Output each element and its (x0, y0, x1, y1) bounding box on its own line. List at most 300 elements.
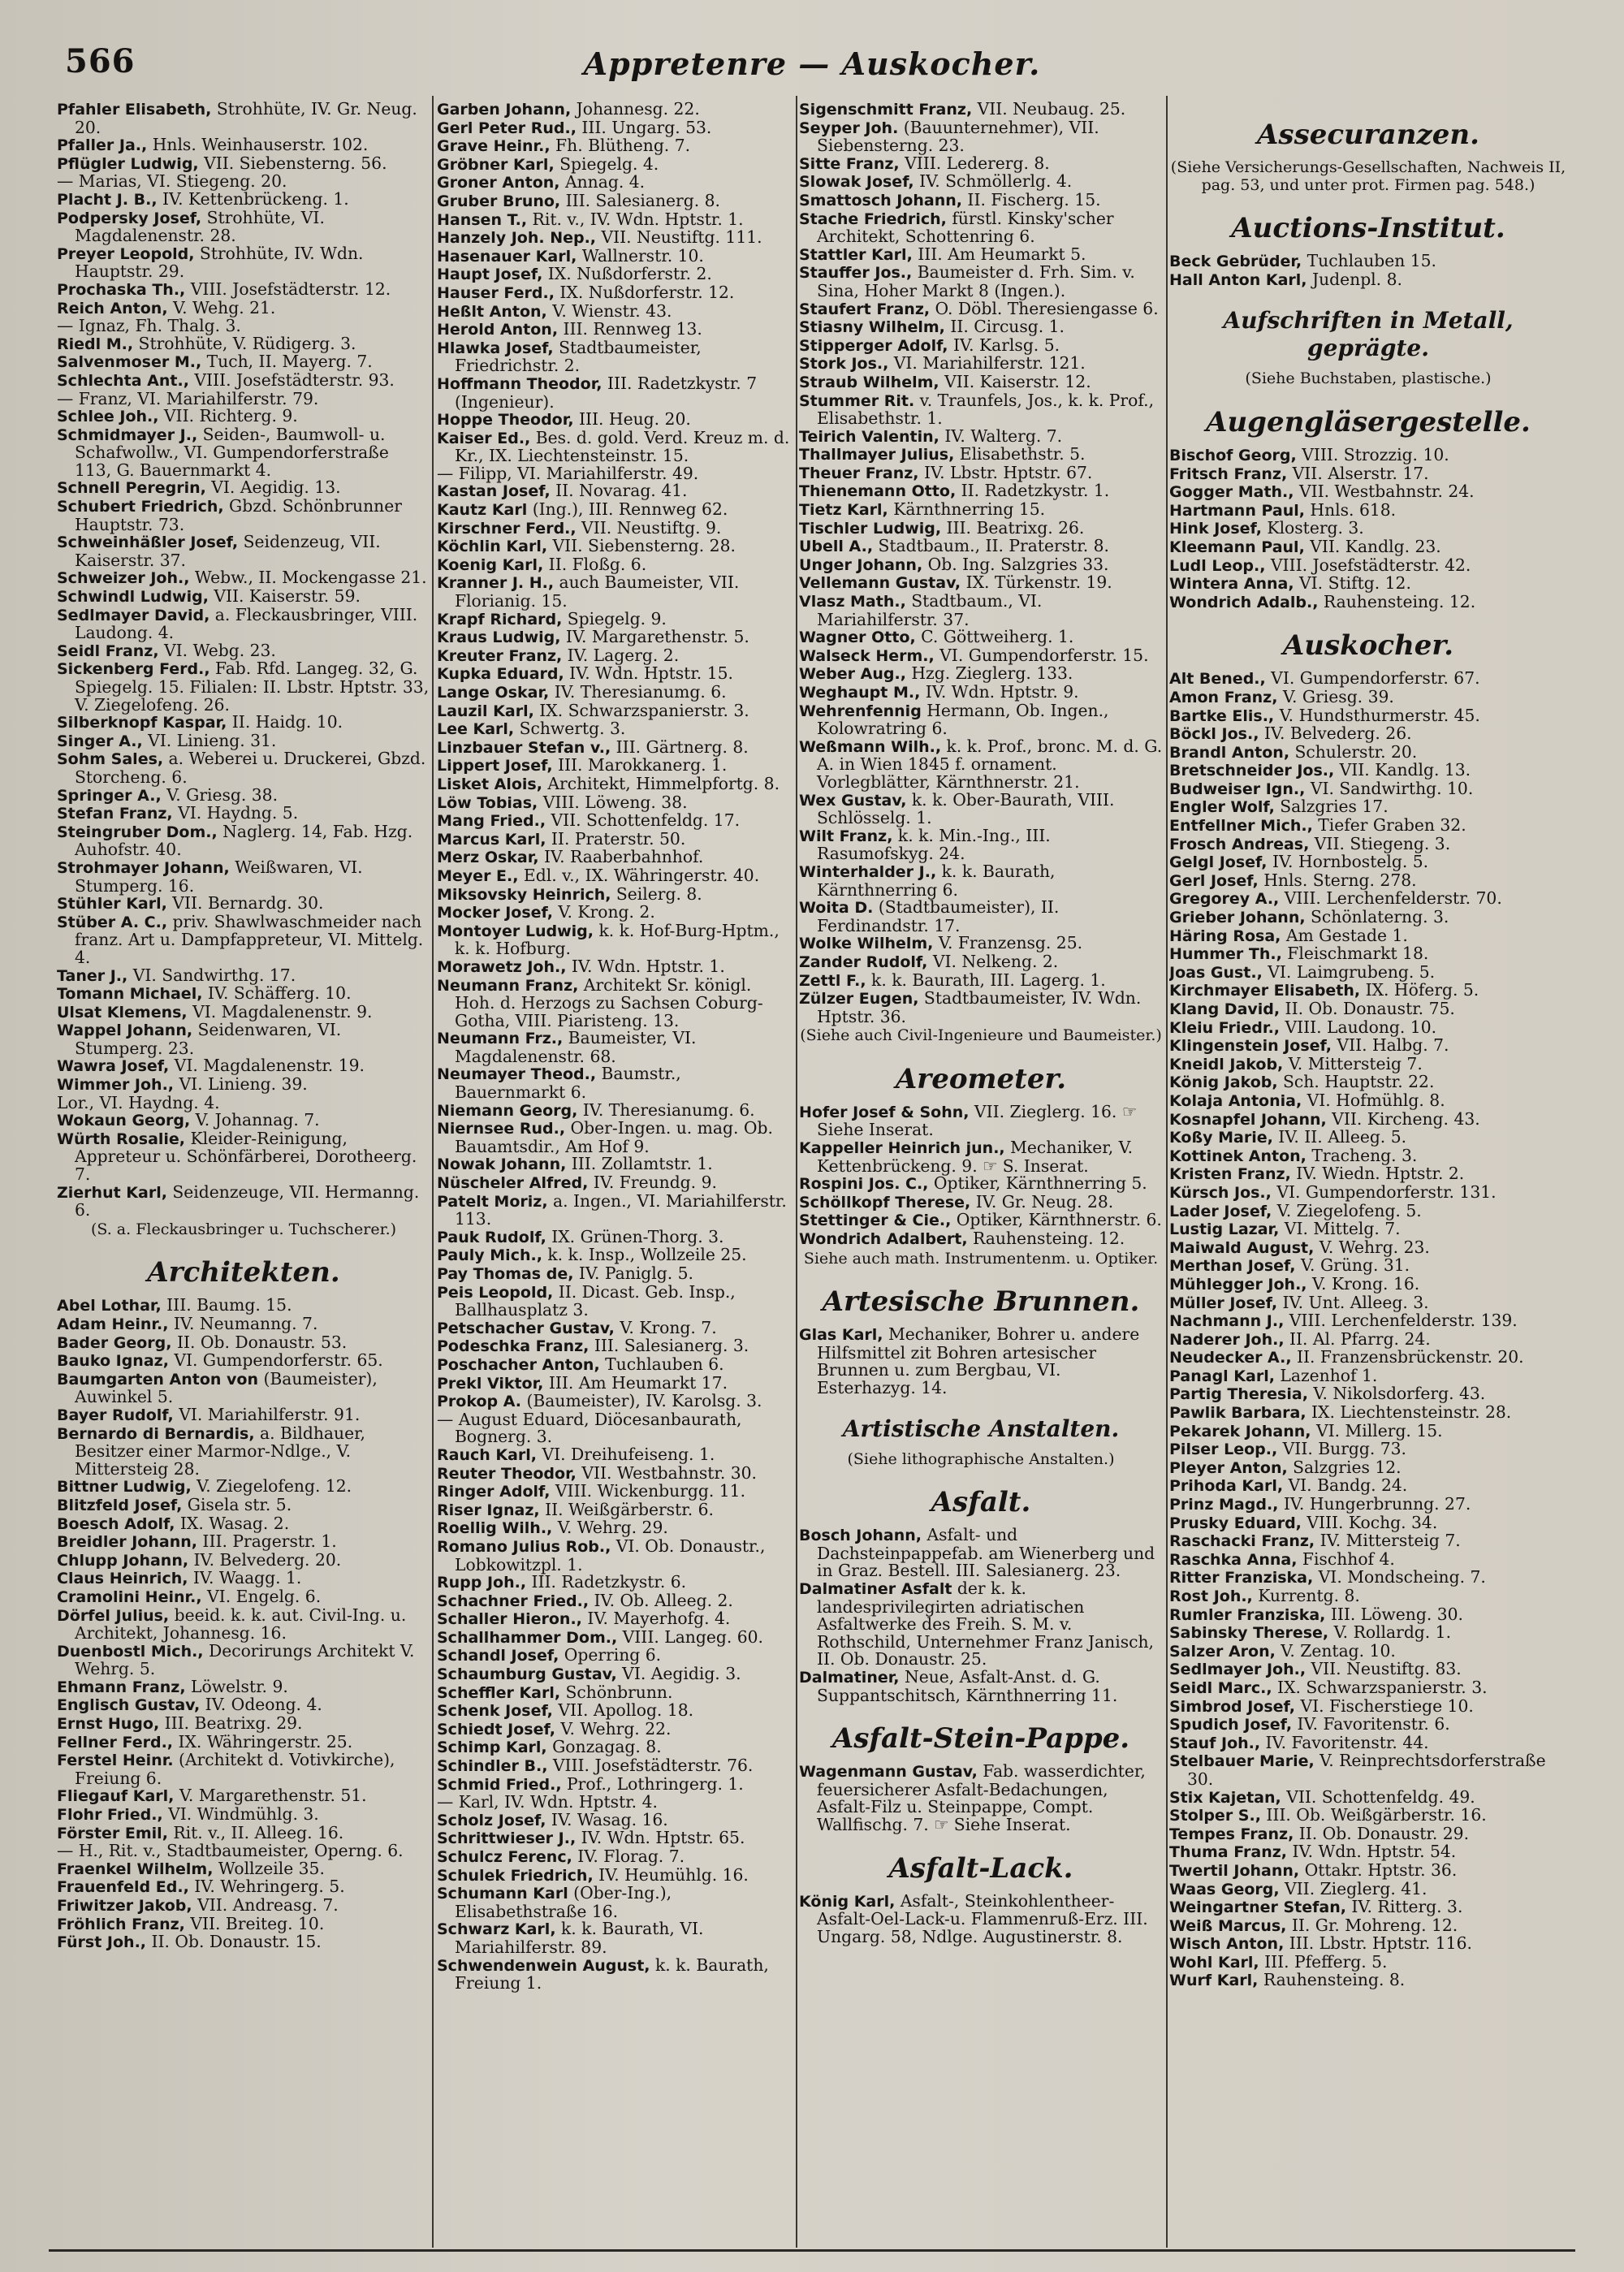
entry-details: VII. Stiegeng. 3. (1309, 833, 1451, 853)
entry-details: III. Marokkanerg. 1. (552, 755, 728, 775)
entry-details: III. Baumg. 15. (161, 1295, 292, 1315)
directory-entry (1169, 1257, 1567, 1276)
entry-details: Fischhof 4. (1297, 1549, 1395, 1569)
entry-details: IV. Ob. Alleeg. 2. (589, 1590, 733, 1610)
entry-name: Wohl Karl, (1169, 1953, 1259, 1972)
entry-name: Romano Julius Rob., (437, 1537, 611, 1556)
directory-entry (437, 1519, 794, 1538)
entry-details: Tuchlauben 6. (599, 1354, 724, 1374)
directory-entry (1169, 1716, 1567, 1734)
directory-entry (1169, 465, 1567, 484)
entry-details: priv. Shawlwaschmeider nach franz. Art u. Dampfappreteur, VI. Mittelg. 4. (75, 911, 424, 967)
entry-name: Häring Rosa, (1169, 927, 1281, 945)
entry-name: Dalmatiner Asfalt (799, 1579, 952, 1598)
entry-details: VI. Engelg. 6. (201, 1586, 322, 1606)
directory-entry (57, 1842, 430, 1860)
entry-name: Springer A., (57, 786, 162, 805)
entry-name: Wilt Franz, (799, 827, 893, 845)
entry-name: Reuter Theodor, (437, 1464, 577, 1483)
entry-name: Schnell Peregrin, (57, 479, 206, 498)
directory-entry (57, 1022, 430, 1057)
entry-details: VI. Gumpendorferstr. 15. (934, 645, 1149, 665)
entry-name: Teirich Valentin, (799, 427, 939, 446)
entry-name: Abel Lothar, (57, 1297, 162, 1315)
entry-details: II. Ob. Donaustr. 75. (1280, 999, 1455, 1018)
entry-details: V. Rollardg. 1. (1328, 1622, 1452, 1643)
directory-entry (437, 1155, 794, 1174)
entry-details: IV. Lagerg. 2. (562, 645, 680, 665)
directory-entry (1169, 1786, 1567, 1808)
entry-name: Reich Anton, (57, 299, 168, 317)
directory-entry (1169, 253, 1567, 271)
entry-details: VII. Westbahnstr. 30. (576, 1462, 758, 1483)
entry-name: Stolper S., (1169, 1807, 1261, 1825)
entry-details: Gonzagag. 8. (546, 1737, 662, 1757)
entry-name: Montoyer Ludwig, (437, 922, 594, 940)
directory-entry (437, 1684, 794, 1703)
entry-name: Stummer Rit. (799, 391, 915, 410)
directory-entry (437, 684, 794, 702)
entry-details: III. Am Heumarkt 17. (543, 1372, 728, 1393)
entry-name: Wisch Anton, (1169, 1935, 1285, 1954)
entry-name: Pilser Leop., (1169, 1441, 1278, 1459)
directory-entry (57, 1425, 430, 1479)
directory-entry (1169, 686, 1567, 707)
entry-name: Friwitzer Jakob, (57, 1897, 192, 1915)
entry-details: Schwertg. 3. (514, 719, 626, 739)
entry-details: IX. Währingerstr. 25. (173, 1731, 353, 1752)
entry-name: Schlee Joh., (57, 408, 159, 426)
entry-name: Prekl Viktor, (437, 1374, 544, 1393)
entry-details: V. Mittersteig 7. (1283, 1053, 1423, 1073)
entry-details: VI. Dreihufeiseng. 1. (537, 1444, 715, 1464)
entry-details: II. Fischerg. 15. (961, 189, 1101, 209)
entry-name: Weghaupt M., (799, 684, 921, 702)
directory-entry (437, 574, 794, 610)
entry-name: Pfaller Ja., (57, 136, 148, 155)
directory-entry (1169, 1640, 1567, 1661)
directory-entry (1169, 1825, 1567, 1844)
entry-details: IV. Schäfferg. 10. (202, 983, 352, 1004)
directory-entry (1169, 1859, 1567, 1881)
entry-name: Miksovsky Heinrich, (437, 885, 611, 904)
entry-details: Neue, Asfalt-Anst. d. G. Suppantschitsch, Kärnthnerring 11. (817, 1666, 1118, 1705)
entry-name: Rauch Karl, (437, 1445, 538, 1464)
directory-entry (799, 990, 1163, 1026)
directory-entry (799, 173, 1163, 192)
entry-name: Singer A., (57, 732, 143, 750)
entry-name: Spudich Josef, (1169, 1716, 1293, 1734)
entry-details: VII. Kandlg. 23. (1304, 536, 1441, 556)
entry-details: V. Ziegelofeng. 12. (191, 1476, 352, 1497)
directory-entry (1169, 1972, 1567, 1990)
directory-entry (1169, 520, 1567, 538)
entry-name: Theuer Franz, (799, 464, 919, 482)
directory-entry (1169, 1108, 1567, 1130)
directory-entry (57, 369, 430, 391)
entry-name: Merz Oskar, (437, 849, 539, 867)
entry-name: Wondrich Adalbert, (799, 1230, 968, 1249)
entry-details: Prof., Lothringerg. 1. (561, 1773, 744, 1794)
column-divider (432, 96, 434, 2248)
entry-name: Ubell A., (799, 538, 874, 556)
entry-details: Seidenzeug, VII. Kaiserstr. 37. (75, 532, 381, 570)
entry-name: Schwendenwein August, (437, 1956, 650, 1975)
directory-entry (437, 1702, 794, 1721)
entry-details: III. Gärtnerg. 8. (611, 736, 749, 757)
entry-name: Glas Karl, (799, 1326, 883, 1345)
directory-entry (437, 1647, 794, 1665)
directory-entry (799, 1191, 1163, 1212)
entry-name: Placht J. B., (57, 190, 158, 209)
entry-name: Prusky Eduard, (1169, 1514, 1302, 1532)
entry-name: Wurf Karl, (1169, 1972, 1259, 1990)
entry-details: VIII. Wickenburgg. 11. (550, 1481, 746, 1501)
directory-entry (437, 736, 794, 758)
entry-details: Baumstr., Bauernmarkt 6. (455, 1064, 681, 1103)
directory-entry (57, 660, 430, 714)
directory-entry (437, 1501, 794, 1520)
entry-name: Koßy Marie, (1169, 1129, 1273, 1147)
entry-details: IV. Hornbostelg. 5. (1267, 852, 1429, 872)
entry-name: Kristen Franz, (1169, 1165, 1291, 1184)
entry-details: Lazenhof 1. (1274, 1365, 1378, 1385)
entry-name: Walseck Herm., (799, 646, 935, 665)
entry-details: IX. Nußdorferstr. 2. (542, 264, 712, 284)
entry-details: IV. Wdn. Hptstr. 54. (1287, 1842, 1457, 1862)
entry-name: Tietz Karl, (799, 501, 888, 520)
entry-name: Scheffler Karl, (437, 1683, 561, 1702)
entry-details: IV. II. Alleeg. 5. (1272, 1127, 1407, 1147)
directory-entry (57, 911, 430, 967)
entry-details: k. k. Insp., Wollzeile 25. (542, 1245, 747, 1265)
entry-details: II. Al. Pfarrg. 24. (1284, 1328, 1431, 1349)
directory-entry (437, 1794, 794, 1812)
directory-entry (57, 408, 430, 426)
directory-entry (437, 1462, 794, 1484)
directory-entry (1169, 1053, 1567, 1074)
entry-name: Podpersky Josef, (57, 209, 202, 227)
directory-entry (57, 317, 430, 335)
entry-name: Claus Heinrich, (57, 1570, 188, 1588)
entry-name: Kaiser Ed., (437, 429, 531, 447)
entry-name: Prihoda Karl, (1169, 1477, 1284, 1496)
directory-entry (1169, 483, 1567, 502)
entry-details: IX. Schwarzspanierstr. 3. (533, 700, 749, 720)
entry-details: Hermann, Ob. Ingen., Kolowratring 6. (817, 700, 1109, 739)
entry-name: Staufert Franz, (799, 300, 931, 318)
entry-details: (Baumeister), Auwinkel 5. (75, 1368, 378, 1407)
entry-name: Schweizer Joh., (57, 569, 190, 588)
entry-details: Optiker, Kärnthnerring 5. (928, 1173, 1147, 1194)
directory-entry (57, 1715, 430, 1734)
entry-details: VIII. Josefstädterstr. 42. (1265, 555, 1471, 575)
directory-entry (437, 284, 794, 303)
directory-entry (1169, 1496, 1567, 1514)
entry-details: (Bauunternehmer), VII. Siebensterng. 23. (817, 117, 1099, 156)
entry-details: VI. Sandwirthg. 17. (127, 965, 296, 985)
entry-details: VII. Burgg. 73. (1277, 1439, 1407, 1459)
entry-details: VII. Siebensterng. 56. (198, 153, 387, 173)
entry-details: V. Zentag. 10. (1275, 1640, 1396, 1661)
entry-name: Haupt Josef, (437, 266, 543, 284)
directory-entry (1169, 1606, 1567, 1625)
entry-name: Bittner Ludwig, (57, 1478, 192, 1497)
entry-name: Alt Bened., (1169, 670, 1266, 689)
entry-name: Wokaun Georg, (57, 1112, 191, 1130)
entry-details: V. Krong. 7. (614, 1317, 717, 1337)
directory-entry (57, 426, 430, 480)
directory-entry (57, 388, 430, 408)
entry-name: Weingartner Stefan, (1169, 1898, 1346, 1917)
entry-details: IV. Theresianumg. 6. (549, 682, 727, 702)
entry-details: VIII. Löweng. 38. (538, 792, 688, 812)
entry-name: Weßmann Wilh., (799, 737, 942, 756)
entry-details: k. k. Baurath, Freiung 1. (455, 1955, 769, 1993)
entry-details: Salzgries 12. (1287, 1457, 1402, 1477)
entry-details: VI. Magdalenenstr. 19. (169, 1056, 365, 1076)
entry-name: Sabinsky Therese, (1169, 1624, 1329, 1643)
entry-name: Steingruber Dom., (57, 823, 218, 841)
directory-entry (1169, 1165, 1567, 1184)
directory-entry (437, 300, 794, 322)
column-divider (1166, 96, 1168, 2248)
directory-entry (1169, 1147, 1567, 1166)
directory-entry (1169, 798, 1567, 817)
entry-name: Vellemann Gustav, (799, 574, 961, 593)
entry-details: V. Hundsthurmerstr. 45. (1274, 705, 1480, 725)
directory-entry (1169, 741, 1567, 762)
entry-details: V. Reinprechtsdorferstraße 30. (1187, 1751, 1546, 1789)
directory-entry (57, 1607, 430, 1643)
entry-details: V. Wehrg. 23. (1314, 1237, 1430, 1257)
directory-entry (799, 899, 1163, 935)
entry-name: Stork Jos., (799, 355, 889, 374)
directory-entry (1169, 725, 1567, 744)
entry-name: Stipperger Adolf, (799, 336, 948, 355)
entry-name: Prinz Magd., (1169, 1496, 1279, 1514)
directory-entry (799, 1212, 1163, 1230)
entry-details: IV. Schmöllerlg. 4. (914, 171, 1073, 192)
directory-entry (1169, 1532, 1567, 1551)
directory-entry (1169, 1294, 1567, 1313)
directory-entry (437, 192, 794, 211)
entry-details: k. k. Baurath, III. Lagerg. 1. (866, 970, 1106, 990)
entry-details: VIII. Josefstädterstr. 93. (188, 369, 395, 390)
directory-entry (437, 974, 794, 1030)
entry-name: Woita D. (799, 899, 874, 918)
entry-details: II. Franzensbrückenstr. 20. (1291, 1347, 1524, 1367)
entry-name: Smattosch Johann, (799, 191, 962, 209)
entry-name: Stache Friedrich, (799, 209, 947, 228)
entry-name: Wagner Otto, (799, 628, 916, 647)
directory-entry (799, 789, 1163, 828)
entry-details: Asfalt- und Dachsteinpappefab. am Wienerberg und in Graz. Bestell. III. Salesianerg. 23. (817, 1525, 1155, 1581)
directory-entry (57, 209, 430, 245)
entry-name: Müller Josef, (1169, 1294, 1278, 1312)
entry-details: IV. Favoritenstr. 6. (1292, 1714, 1450, 1734)
entry-details: der k. k. landesprivilegirten adriatischen Asfaltwerke des Freih. S. M. v. Rothschild, Unternehmer Franz Janisch, II. Ob. Donaustr. 25. (817, 1578, 1154, 1669)
directory-entry (437, 137, 794, 156)
entry-details: IV. Karlsg. 5. (948, 335, 1060, 355)
directory-entry (57, 245, 430, 281)
entry-name: Lustig Lazar, (1169, 1220, 1280, 1239)
entry-details: Strohhüte, V. Rüdigerg. 3. (133, 333, 356, 353)
entry-details: VI. Gumpendorferstr. 131. (1271, 1181, 1497, 1202)
entry-name: Böckl Jos., (1169, 725, 1259, 744)
entry-name: Straub Wilhelm, (799, 373, 939, 391)
section-heading: Asfalt. (931, 1486, 1031, 1519)
entry-details: IV. Wdn. Hptstr. 65. (576, 1828, 745, 1848)
entry-name: Pfahler Elisabeth, (57, 101, 212, 119)
directory-entry (57, 335, 430, 354)
entry-name: Sigenschmitt Franz, (799, 101, 973, 119)
entry-details: Optiker, Kärnthnerstr. 6. (951, 1210, 1162, 1230)
entry-details: IV. Theresianumg. 6. (577, 1099, 755, 1120)
directory-entry (57, 188, 430, 209)
directory-entry (1169, 890, 1567, 909)
entry-name: Schöllkopf Therese, (799, 1193, 971, 1212)
entry-details: (Stadtbaumeister), II. Ferdinandstr. 17. (817, 897, 1060, 935)
entry-name: Stefan Franz, (57, 805, 173, 823)
entry-name: Groner Anton, (437, 174, 560, 192)
directory-entry (1169, 1734, 1567, 1753)
directory-entry (799, 827, 1163, 863)
directory-entry (437, 1190, 794, 1229)
entry-details: IV. Unt. Alleeg. 3. (1277, 1292, 1429, 1312)
entry-details: VI. Linieng. 39. (174, 1074, 308, 1095)
entry-name: Budweiser Ign., (1169, 780, 1306, 798)
entry-name: Neumann Franz, (437, 976, 579, 995)
entry-details: Am Gestade 1. (1281, 925, 1408, 945)
directory-entry (799, 665, 1163, 684)
entry-details: — Marias, VI. Stiegeng. 20. (57, 171, 287, 192)
entry-name: Hanzely Joh. Nep., (437, 229, 597, 248)
entry-name: Sohm Sales, (57, 750, 164, 769)
entry-name: Bayer Rudolf, (57, 1406, 174, 1424)
section-heading: Asfalt-Stein-Pappe. (831, 1722, 1130, 1756)
entry-name: Sickenberg Ferd., (57, 660, 210, 679)
entry-details: Rauhensteing. 12. (1318, 591, 1476, 611)
entry-name: Ludl Leop., (1169, 556, 1266, 575)
directory-entry (57, 1549, 430, 1570)
entry-details: V. Griesg. 39. (1277, 686, 1394, 706)
directory-entry (1169, 1587, 1567, 1606)
entry-details: II. Gr. Mohreng. 12. (1286, 1915, 1458, 1935)
directory-entry (437, 465, 794, 483)
entry-name: Breidler Johann, (57, 1533, 197, 1552)
directory-entry (57, 569, 430, 588)
directory-entry (799, 972, 1163, 991)
entry-name: Zierhut Karl, (57, 1183, 167, 1202)
entry-details: Spiegelg. 9. (562, 608, 667, 628)
directory-entry (437, 482, 794, 501)
entry-name: Neudecker A., (1169, 1349, 1292, 1367)
entry-details: IV. Wdn. Hptstr. 1. (566, 956, 725, 976)
directory-entry (437, 174, 794, 192)
entry-name: Patelt Moriz, (437, 1192, 548, 1211)
entry-name: Schubert Friedrich, (57, 498, 224, 516)
entry-details: Strohhüte, IV. Gr. Neug. 20. (75, 101, 417, 137)
directory-entry (437, 1626, 794, 1648)
entry-name: Prokop A. (437, 1393, 522, 1411)
entry-name: Riser Ignaz, (437, 1501, 540, 1519)
entry-details: IV. Mayerhofg. 4. (581, 1609, 731, 1629)
entry-name: Stettinger & Cie., (799, 1212, 952, 1230)
entry-details: Tuchlauben 15. (1302, 251, 1437, 271)
directory-entry (1169, 927, 1567, 946)
directory-entry (57, 1570, 430, 1588)
directory-entry (57, 136, 430, 155)
entry-details: VI. Hofmühlg. 8. (1302, 1090, 1445, 1110)
entry-details: a. Weberei u. Druckerei, Gbzd. Storcheng. 6. (75, 749, 426, 787)
entry-name: Hink Josef, (1169, 520, 1262, 538)
entry-name: Preyer Leopold, (57, 244, 195, 263)
entry-details: V. Wehrg. 29. (552, 1518, 668, 1538)
directory-entry (1169, 1661, 1567, 1679)
entry-details: Strohhüte, IV. Wdn. Hauptstr. 29. (75, 243, 364, 282)
entry-name: Marcus Karl, (437, 830, 546, 849)
entry-details: IX. Nußdorferstr. 12. (554, 282, 735, 302)
directory-entry (57, 1860, 430, 1879)
directory-entry (57, 1752, 430, 1787)
directory-entry (1169, 872, 1567, 891)
entry-name: Dörfel Julius, (57, 1606, 170, 1625)
entry-name: Rost Joh., (1169, 1587, 1253, 1605)
entry-name: Schmid Fried., (437, 1775, 562, 1794)
directory-entry (57, 588, 430, 607)
entry-name: Hofer Josef & Sohn, (799, 1103, 970, 1121)
directory-entry (1169, 1420, 1567, 1441)
entry-name: Schenk Josef, (437, 1702, 553, 1721)
directory-entry (437, 608, 794, 629)
directory-entry (1169, 538, 1567, 557)
entry-name: Boesch Adolf, (57, 1514, 175, 1533)
entry-name: Stattler Karl, (799, 245, 913, 264)
entry-details: VI. Haydng. 5. (172, 803, 299, 823)
directory-entry (1169, 1695, 1567, 1717)
entry-details: II. Praterstr. 50. (546, 828, 686, 849)
directory-entry (57, 155, 430, 174)
entry-name: König Karl, (799, 1892, 896, 1911)
entry-details: Kurrentg. 8. (1252, 1586, 1360, 1605)
entry-details: III. Beatrixg. 26. (941, 517, 1085, 538)
directory-entry (799, 1101, 1163, 1140)
directory-entry (437, 867, 794, 886)
directory-entry (1169, 1349, 1567, 1367)
entry-name: Bretschneider Jos., (1169, 762, 1335, 780)
entry-details: VIII. Laudong. 10. (1280, 1017, 1437, 1037)
entry-name: Seidl Franz, (57, 641, 159, 660)
entry-name: Fliegauf Karl, (57, 1787, 175, 1806)
entry-name: Schallhammer Dom., (437, 1628, 618, 1647)
entry-name: Bischof Georg, (1169, 446, 1297, 464)
entry-name: Neumann Frz., (437, 1030, 564, 1048)
directory-entry (1169, 1037, 1567, 1056)
entry-details: Bes. d. gold. Verd. Kreuz m. d. Kr., IX. Liechtensteinstr. 15. (455, 427, 790, 466)
entry-name: Pflügler Ludwig, (57, 154, 199, 173)
entry-details: O. Döbl. Theresiengasse 6. (930, 298, 1159, 318)
entry-details: VII. Bernardg. 30. (166, 893, 324, 914)
entry-details: Seiden-, Baumwoll- u. Schafwollw., VI. Gumpendorferstraße 113, G. Bauernmarkt 4. (75, 424, 389, 480)
entry-details: VII. Schottenfeldg. 49. (1281, 1786, 1475, 1807)
entry-details: Seilerg. 8. (611, 883, 702, 904)
entry-name: Lippert Josef, (437, 757, 553, 775)
entry-name: Kirschner Ferd., (437, 519, 577, 538)
entry-details: Annag. 4. (559, 172, 646, 192)
entry-details: C. Göttweiherg. 1. (915, 627, 1074, 647)
entry-name: Nowak Johann, (437, 1155, 567, 1174)
